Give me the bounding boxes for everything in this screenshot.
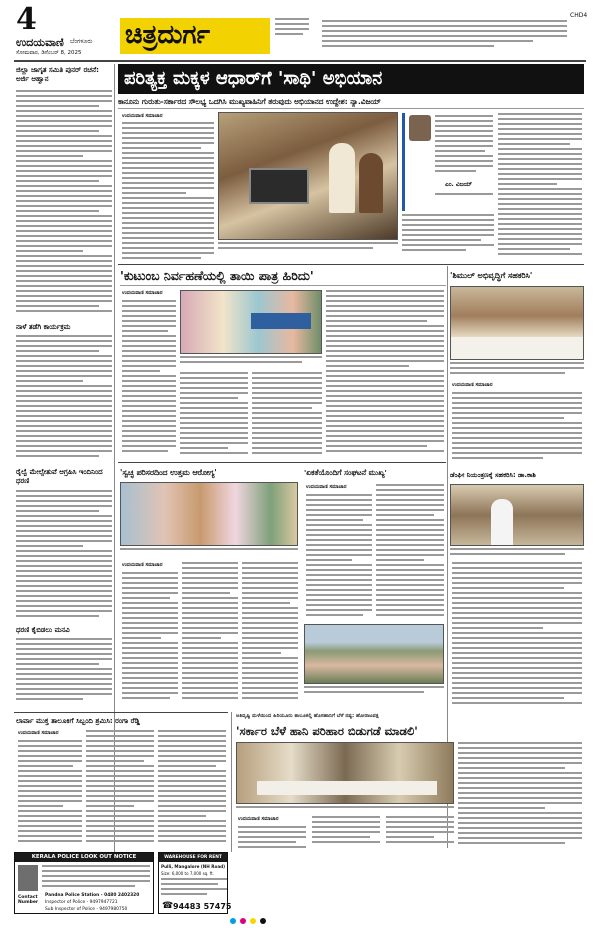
dengue-photo-person bbox=[491, 499, 513, 546]
shimul-headline: 'ಶಿಮುಲ್ ಅಭಿವೃದ್ಧಿಗೆ ಸಹಕರಿಸಿ' bbox=[450, 271, 533, 280]
unity-headline: 'ಏಕತೆಯೊಂದಿಗೆ ಸಂಘಟನೆ ಮುಖ್ಯ' bbox=[304, 468, 387, 477]
police-inspector: Inspector of Police - 9497947721 bbox=[45, 900, 118, 905]
dengue-headline: ಡೆಂಘೀ ನಿಯಂತ್ರಣಕ್ಕೆ ಸಹಕರಿಸಿ: ಡಾ.ಕಾಶಿ bbox=[450, 471, 536, 479]
family-col3-body bbox=[252, 372, 322, 458]
crop-divider bbox=[231, 712, 232, 852]
lead-photo-person bbox=[329, 143, 355, 213]
date: ಸೋಮವಾರ, ಡಿಸೆಂಬರ್ 8, 2025 bbox=[16, 50, 82, 56]
lead-col3-body bbox=[402, 214, 494, 254]
shimul-photo-table bbox=[451, 337, 584, 360]
pull-quote bbox=[402, 113, 494, 211]
left-story4-headline: ಧರಣಿ ಕೈಬಿಡಲು ಮನವಿ bbox=[16, 626, 70, 634]
family-photo-banner bbox=[251, 313, 311, 329]
dengue-photo bbox=[450, 484, 584, 546]
larva-col1-body bbox=[18, 740, 82, 848]
shimul-photo-caption bbox=[450, 362, 584, 380]
family-photo-caption bbox=[180, 356, 322, 368]
masthead bbox=[0, 0, 600, 60]
clean-bureau: ಉದಯವಾಣಿ ಸಮಾಚಾರ bbox=[122, 562, 163, 568]
lead-photo bbox=[218, 112, 398, 240]
family-rule bbox=[120, 285, 446, 286]
registration-mark-black bbox=[260, 918, 266, 924]
family-headline: 'ಕುಟುಂಬ ನಿರ್ವಹಣೆಯಲ್ಲಿ ತಾಯಿ ಪಾತ್ರ ಹಿರಿದು' bbox=[120, 268, 314, 283]
crop-col3-body bbox=[386, 816, 454, 850]
larva-col3-body bbox=[158, 730, 226, 848]
family-col4-body bbox=[326, 290, 444, 458]
warehouse-phone: 94483 57475 bbox=[173, 902, 232, 911]
pull-quote-author: ಎಂ. ವಿಜಯ್ bbox=[445, 181, 473, 188]
crop-photo bbox=[236, 742, 454, 804]
warehouse-detail: Size: 6,000 to 7,000 sq. ft. bbox=[161, 871, 214, 876]
family-bureau: ಉದಯವಾಣಿ ಸಮಾಚಾರ bbox=[122, 290, 163, 296]
left-story3-headline: ರೈಲ್ವೆ ಮೇಲ್ಸೇತುವೆ ಆಗ್ರಹಿಸಿ ಇಂದಿನಿಂದ ಧರಣಿ bbox=[16, 468, 103, 485]
lead-bureau: ಉದಯವಾಣಿ ಸಮಾಚಾರ bbox=[122, 113, 163, 119]
crop-bureau: ಉದಯವಾಣಿ ಸಮಾಚಾರ bbox=[238, 816, 279, 822]
edition: ಬೆಂಗಳೂರು bbox=[70, 38, 93, 45]
dengue-photo-caption bbox=[450, 548, 584, 560]
police-notice-photo bbox=[18, 865, 38, 891]
registration-mark-magenta bbox=[240, 918, 246, 924]
lead-col4-body bbox=[498, 113, 582, 261]
crop-photo-table bbox=[257, 781, 437, 795]
police-notice-text bbox=[42, 865, 150, 891]
left-story4-body bbox=[16, 638, 112, 708]
clean-top-rule bbox=[118, 462, 446, 463]
clean-col2-body bbox=[182, 562, 238, 704]
lead-headline: ಪರಿತ್ಯಕ್ತ ಮಕ್ಕಳ ಆಧಾರ್‌ಗೆ 'ಸಾಥಿ' ಅಭಿಯಾನ bbox=[124, 68, 383, 89]
pull-quote-text bbox=[435, 115, 493, 175]
unity-col1-body bbox=[306, 494, 372, 620]
shimul-body bbox=[452, 392, 582, 464]
masthead-brief bbox=[322, 20, 567, 52]
warehouse-phone-icon: ☎ bbox=[162, 901, 174, 911]
page-code: CHD4 bbox=[570, 12, 588, 19]
clean-col3-body bbox=[242, 562, 298, 704]
left-story3-body bbox=[16, 490, 112, 622]
police-sub-inspector: Sub Inspector of Police - 9497980750 bbox=[45, 907, 128, 912]
family-photo bbox=[180, 290, 322, 354]
left-story1-body bbox=[16, 90, 112, 320]
registration-mark-cyan bbox=[230, 918, 236, 924]
pull-quote-photo bbox=[409, 115, 431, 141]
section-title: ಚಿತ್ರದುರ್ಗ bbox=[125, 20, 210, 50]
police-contact-label: Contact Number bbox=[18, 895, 39, 905]
crop-kicker: ಅತಿವೃಷ್ಟಿ ಮಳೆಯಿಂದ ಹಿರಿಯೂರು ತಾಲೂಕಲ್ಲಿ ಹೊಸಹಾನಿಗೆ ಬೆಳೆ ನಷ್ಟ: ಹೋರಾಟಪಕ್ಷ bbox=[236, 713, 379, 719]
larva-bureau: ಉದಯವಾಣಿ ಸಮಾಚಾರ bbox=[18, 730, 59, 736]
family-col2-body bbox=[180, 372, 248, 458]
unity-photo bbox=[304, 624, 444, 684]
left-story1-headline: ಜಿಲ್ಲಾ ಜಾಗೃತ ಸಮಿತಿ ಪುನರ್ ರಚನೆ: ಅರ್ಜಿ ಆಹ್ವಾನ bbox=[16, 66, 99, 83]
lead-photo-monitor bbox=[249, 168, 309, 204]
police-notice-ad bbox=[14, 852, 154, 914]
lead-subhead-rule bbox=[118, 108, 584, 109]
clean-headline: 'ಸ್ವಚ್ಛ ಪರಿಸರದಿಂದ ಉತ್ತಮ ಆರೋಗ್ಯ' bbox=[120, 468, 217, 477]
dengue-body bbox=[452, 562, 582, 708]
clean-photo bbox=[120, 482, 298, 546]
clean-photo-caption bbox=[120, 548, 298, 558]
warehouse-text bbox=[161, 878, 227, 898]
family-col1-body bbox=[122, 300, 176, 460]
crop-col2-body bbox=[312, 816, 380, 850]
police-notice-title: KERALA POLICE LOOK OUT NOTICE bbox=[15, 853, 153, 862]
left-story2-body bbox=[16, 335, 112, 465]
larva-col2-body bbox=[86, 730, 154, 848]
warehouse-ad bbox=[158, 852, 232, 914]
crop-col4-body bbox=[458, 742, 582, 850]
crop-col1-body bbox=[238, 826, 306, 850]
shimul-photo bbox=[450, 286, 584, 360]
pull-quote-author-title bbox=[435, 193, 493, 199]
page-number: 4 bbox=[16, 2, 37, 37]
registration-mark-yellow bbox=[250, 918, 256, 924]
crop-headline: 'ಸರ್ಕಾರ ಬೆಳೆ ಹಾನಿ ಪರಿಹಾರ ಬಿಡುಗಡೆ ಮಾಡಲಿ' bbox=[236, 724, 418, 738]
lead-photo-caption bbox=[218, 242, 398, 260]
police-station: Pandna Police Station - 0480 2402320 bbox=[45, 893, 140, 898]
unity-photo-caption bbox=[304, 686, 444, 700]
larva-top-rule bbox=[14, 712, 228, 713]
left-story2-headline: ನಾಳೆ ತಡೆಗಿ ಕಾರ್ಯಕ್ರಮ bbox=[16, 323, 71, 331]
unity-col2-body bbox=[376, 484, 444, 620]
lead-photo-person-2 bbox=[359, 153, 383, 213]
warehouse-title: WAREHOUSE FOR RENT bbox=[159, 853, 227, 862]
lead-subhead: ಕಾನೂನು ಗುರುತು-ಸರ್ಕಾರದ ಸೌಲಭ್ಯ ಒದಗಿಸಿ ಮುಖ್ಯವಾಹಿನಿಗೆ ತರುವುದು ಅಭಿಯಾನದ ಉದ್ದೇಶ: ನ್ಯಾ.ವಿಜಯ್ bbox=[118, 97, 381, 106]
unity-bureau: ಉದಯವಾಣಿ ಸಮಾಚಾರ bbox=[306, 484, 347, 490]
larva-headline: ಲಾರ್ವಾ ಮುಕ್ತ ತಾಲೂಕಿಗೆ ಸಿಬ್ಬಂದಿ ಶ್ರಮಿಸಿ: ರಂಗಾ ರೆಡ್ಡಿ bbox=[16, 717, 140, 725]
masthead-rule bbox=[14, 60, 586, 62]
lead-col1-body bbox=[122, 122, 214, 262]
crop-photo-caption bbox=[236, 806, 454, 814]
masthead-promo-text bbox=[275, 18, 315, 50]
clean-col1-body bbox=[122, 572, 178, 704]
paper-name: ಉದಯವಾಣಿ bbox=[16, 36, 64, 49]
warehouse-location: Pulli, Mangalore (NH Road) bbox=[161, 864, 226, 869]
lead-bottom-rule bbox=[118, 264, 584, 265]
shimul-bureau: ಉದಯವಾಣಿ ಸಮಾಚಾರ bbox=[452, 382, 493, 388]
